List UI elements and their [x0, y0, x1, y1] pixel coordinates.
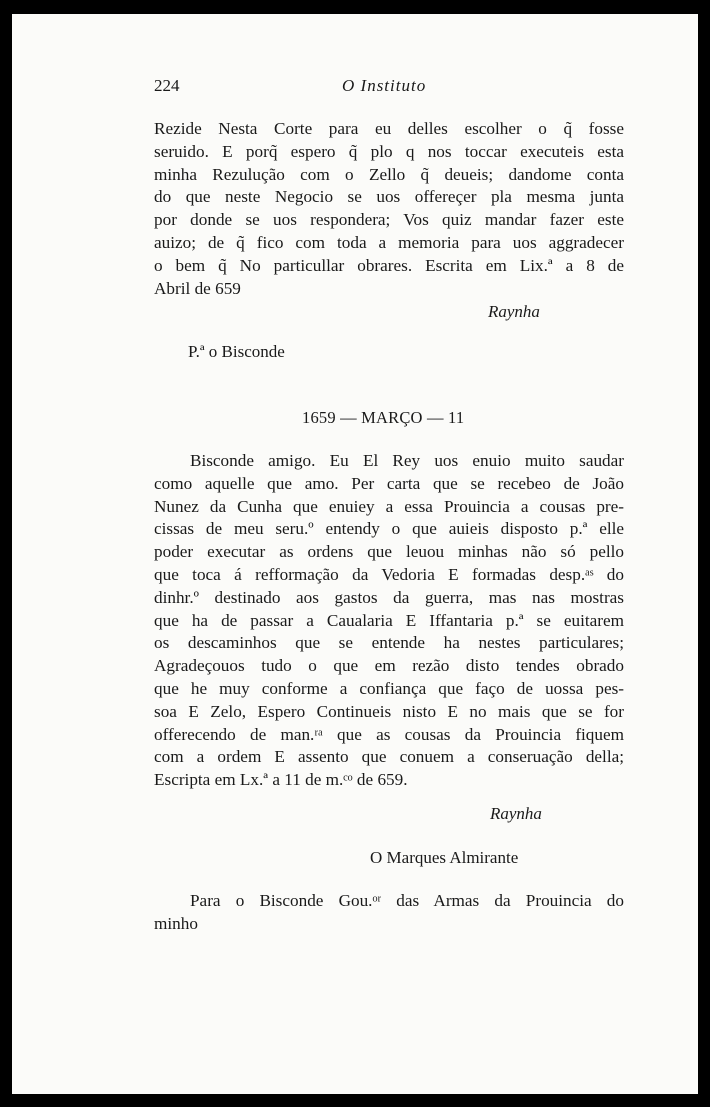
page-number: 224 — [154, 76, 180, 95]
date-heading: 1659 — MARÇO — 11 — [302, 408, 465, 427]
letter-1-body — [154, 118, 624, 300]
letter-2-body — [154, 450, 624, 792]
text-line: Bisconde amigo. Eu El Rey uos enuio muito saudar — [190, 451, 624, 470]
text-line: como aquelle que amo. Per carta que se recebeo de João — [154, 473, 624, 493]
page-header — [154, 76, 622, 102]
document-page — [12, 14, 698, 1094]
text-line: que toca á refformação da Vedoria E formadas desp.ᵃˢ do — [154, 564, 624, 584]
text-line: que he muy conforme a confiança que faço de uossa pes- — [154, 678, 624, 698]
text-line: os descaminhos que se entende ha nestes particulares; — [154, 633, 624, 653]
text-line: seruido. E porq̃ espero q̃ plo q nos toccar executeis esta — [154, 141, 624, 161]
text-line: dinhr.º destinado aos gastos da guerra, mas nas mostras — [154, 587, 624, 607]
text-line: Abril de 659 — [154, 278, 241, 298]
text-line: por donde se uos respondera; Vos quiz mandar fazer este — [154, 210, 624, 230]
text-line: o bem q̃ No particullar obrares. Escrita em Lix.ª a 8 de — [154, 255, 624, 275]
text-line: minha Rezulução com o Zello q̃ deueis; dandome conta — [154, 164, 624, 184]
letter-1-signature: Raynha — [488, 302, 540, 321]
text-line: Para o Bisconde Gou.ᵒʳ das Armas da Prouincia do — [190, 891, 624, 910]
text-line: soa E Zelo, Espero Continueis nisto E no mais que se for — [154, 701, 624, 721]
text-line: minho — [154, 913, 198, 933]
letter-1-recipient: P.ª o Bisconde — [188, 342, 285, 361]
letter-2-signer: O Marques Almirante — [370, 848, 519, 867]
text-line: Agradeçouos tudo o que em rezão disto tendes obrado — [154, 656, 624, 676]
text-line: com a ordem E assento que conuem a conseruação della; — [154, 747, 624, 767]
text-line: do que neste Negocio se uos offereçer pla mesma junta — [154, 187, 624, 207]
text-line: Nunez da Cunha que enuiey a essa Prouincia a cousas pre- — [154, 496, 624, 516]
text-line: offerecendo de man.ʳᵃ que as cousas da Prouincia fiquem — [154, 724, 624, 744]
running-title: O Instituto — [342, 76, 427, 95]
text-line: Escripta em Lx.ª a 11 de m.ᶜᵒ de 659. — [154, 770, 408, 790]
letter-2-signature: Raynha — [490, 804, 542, 823]
text-line: que ha de passar a Caualaria E Iffantaria p.ª se euitarem — [154, 610, 624, 630]
letter-2-address — [154, 890, 624, 936]
text-line: poder executar as ordens que leuou minhas não só pello — [154, 542, 624, 562]
text-line: Rezide Nesta Corte para eu delles escolher o q̃ fosse — [154, 119, 624, 138]
text-line: cissas de meu seru.º entendy o que auieis disposto p.ª elle — [154, 519, 624, 539]
text-line: auizo; de q̃ fico com toda a memoria para uos aggradecer — [154, 232, 624, 252]
